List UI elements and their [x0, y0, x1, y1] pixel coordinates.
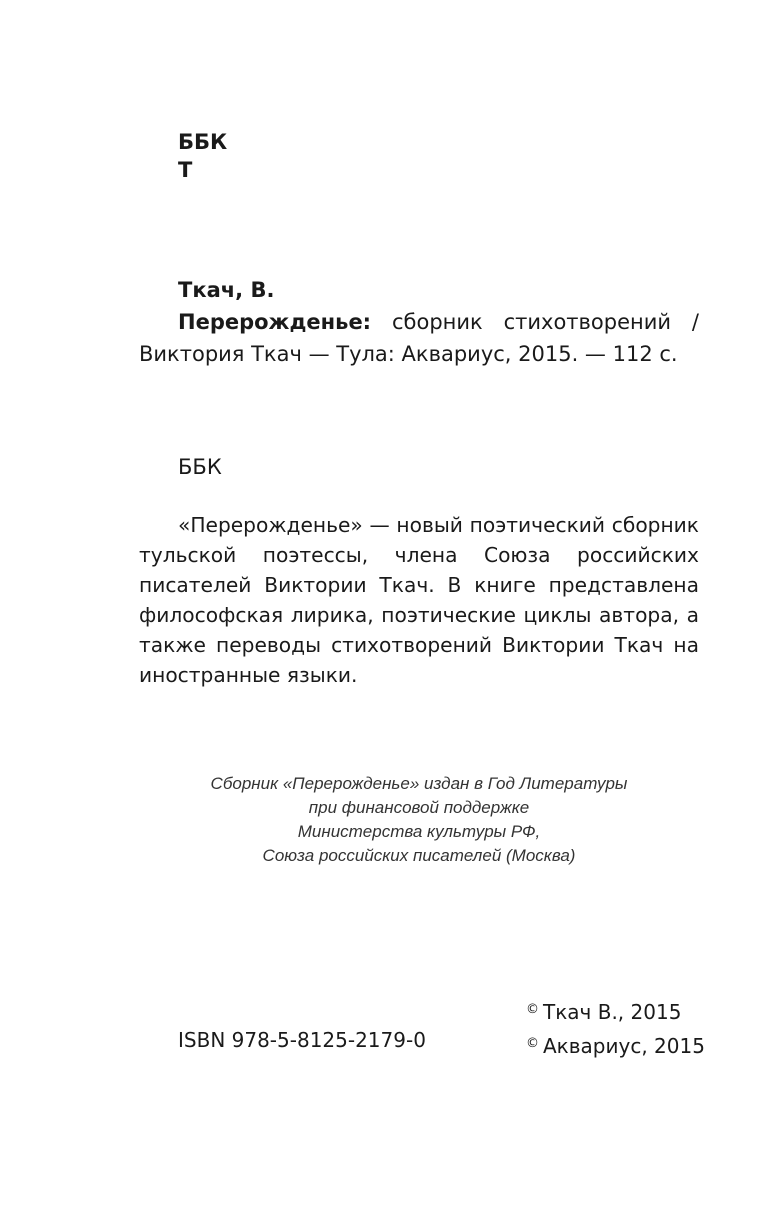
bbk-classification-header	[178, 128, 227, 184]
bbk-label: ББК	[178, 130, 228, 154]
book-annotation: «Перерожденье» — новый поэтический сборник тульской поэтессы, члена Союза российских писателей Виктории Ткач. В книге представлена философская лирика, поэтические циклы автора, а также переводы стихотворений Виктории Ткач на иностранные языки.	[139, 513, 699, 687]
support-note-line: при финансовой поддержке	[308, 798, 530, 817]
record-details: сборник стихотворений / Виктория Ткач — Тула: Аквариус, 2015. — 112 с.	[139, 310, 699, 366]
copyright-author-text: Ткач В., 2015	[543, 1000, 682, 1024]
copyright-block	[526, 994, 705, 1062]
support-note-line: Сборник «Перерожденье» издан в Год Литературы	[210, 774, 628, 793]
bbk-index-label: ББК	[178, 455, 222, 479]
copyright-publisher-text: Аквариус, 2015	[543, 1034, 705, 1058]
bibliographic-record	[139, 274, 699, 370]
author-mark: Т	[178, 158, 193, 182]
record-description	[139, 306, 699, 370]
isbn-number: ISBN 978-5-8125-2179-0	[178, 1028, 426, 1052]
support-note-line: Союза российских писателей (Москва)	[262, 846, 576, 865]
copyright-publisher	[526, 1028, 705, 1062]
copyright-symbol: ©	[526, 1036, 539, 1051]
copyright-author	[526, 994, 705, 1028]
record-author: Ткач, В.	[178, 278, 275, 302]
support-note-line: Министерства культуры РФ,	[297, 822, 541, 841]
copyright-symbol: ©	[526, 1002, 539, 1017]
record-title: Перерожденье:	[178, 310, 372, 334]
support-note	[139, 772, 699, 868]
